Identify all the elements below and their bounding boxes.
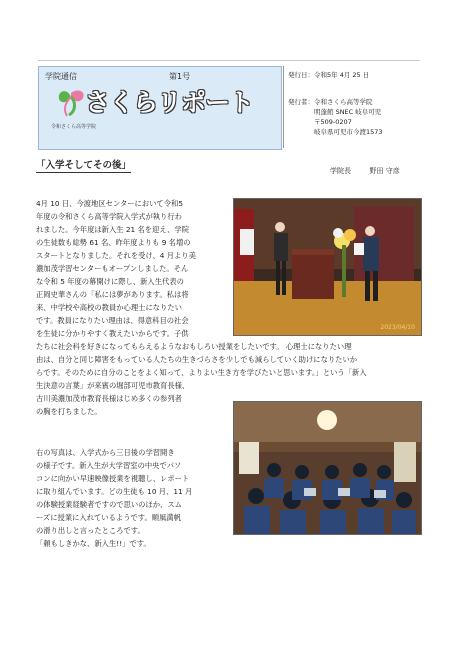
- text-line: の体験授業経験者ですので思いのほか、スム: [36, 500, 182, 509]
- author-name: 野田 守彦: [369, 167, 400, 175]
- text-line: 由は、自分と同じ障害をもっている人たちの生きづらさを少しでも減らしていく助けになりたいか: [36, 355, 358, 364]
- text-line: の滑り出しと言ったところです。: [36, 526, 145, 535]
- text-line: れました。今年度は新入生 21 名を迎え、学院: [36, 225, 190, 234]
- text-line: 4月 10 日、今渡地区センターにおいて令和5: [36, 199, 183, 208]
- text-line: たちに社会科を好きになってもらえるようなおもしろい授業をしたいです。 心理士になりたい理: [36, 342, 352, 351]
- text-line: 来、中学校や高校の教員か心理士になりたい: [36, 303, 182, 312]
- text-line: な令和 5 年度の幕開けに際し、新入生代表の: [36, 277, 184, 286]
- text-line: に取り組んでいます。どの生徒も 10 月、11 月: [36, 487, 193, 496]
- byline: [330, 166, 400, 176]
- publisher-line-1: 発行者：令和さくら高等学院: [288, 98, 373, 106]
- newsletter-label: 学院通信: [45, 72, 77, 81]
- text-line: を生徒に分かりやすく教えたいからです。子供: [36, 329, 189, 338]
- text-line: ーズに授業に入れているようです。順風満帆: [36, 513, 181, 522]
- text-line: コンに向かい早速映像授業を視聴し、レポート: [36, 474, 190, 483]
- text-line: です。教員になりたい理由は、得意科目の社会: [36, 316, 189, 325]
- publisher-line-2: 明蓬館 SNEC 岐阜可児: [314, 108, 382, 116]
- photo-date-stamp: 2023/04/10: [380, 324, 415, 331]
- masthead-banner: [38, 66, 282, 150]
- text-line: 正岡史華さんの「私には夢があります。私は将: [36, 290, 189, 299]
- text-line: の様子です。新入生が大学習室の中央でパソ: [36, 461, 182, 470]
- address: 岐阜県可児市今渡1573: [314, 128, 383, 136]
- text-line: 右の写真は、入学式から三日後の学習開き: [36, 448, 175, 457]
- text-line: 「頼もしきかな、新入生!!」です。: [36, 539, 151, 548]
- text-line: 古川美濃加茂市教育長様はじめ多くの参列者: [36, 394, 182, 403]
- publication-info: [283, 66, 424, 148]
- text-line: の胸を打ちました。: [36, 407, 102, 416]
- school-name-small: 令和さくら高等学院: [51, 124, 97, 130]
- author-role: 学院長: [330, 167, 351, 175]
- article-title: 「入学そしてその後」: [36, 157, 131, 173]
- study-session-photo: [233, 401, 422, 535]
- text-line: スタートとなりました。それを受け、4 月より美: [36, 251, 196, 260]
- text-line: 濃加茂学習センターもオープンしました。そん: [36, 264, 189, 273]
- newsletter-title: さくらリポート: [85, 88, 254, 117]
- article-paragraph-1: [36, 197, 230, 340]
- text-line: の生徒数も総勢 61 名、昨年度よりも 9 名増の: [36, 238, 191, 247]
- publication-date: 発行日：令和5年 4月 25 日: [288, 71, 370, 79]
- sakura-logo-icon: [53, 85, 89, 121]
- article-paragraph-2: [36, 446, 230, 550]
- text-line: らです。そのために自分のことをよく知って、よりよい生き方を学びたいと思います。」という「新入: [36, 368, 367, 377]
- top-rule: [38, 60, 420, 61]
- entrance-ceremony-photo: [233, 198, 422, 336]
- text-line: 年度の令和さくら高等学院入学式が執り行わ: [36, 212, 182, 221]
- issue-number: 第1号: [169, 72, 191, 81]
- postal-code: 〒509-0207: [314, 118, 352, 126]
- text-line: 生決意の言葉」が来賓の堀部可児市教育長様、: [36, 381, 190, 390]
